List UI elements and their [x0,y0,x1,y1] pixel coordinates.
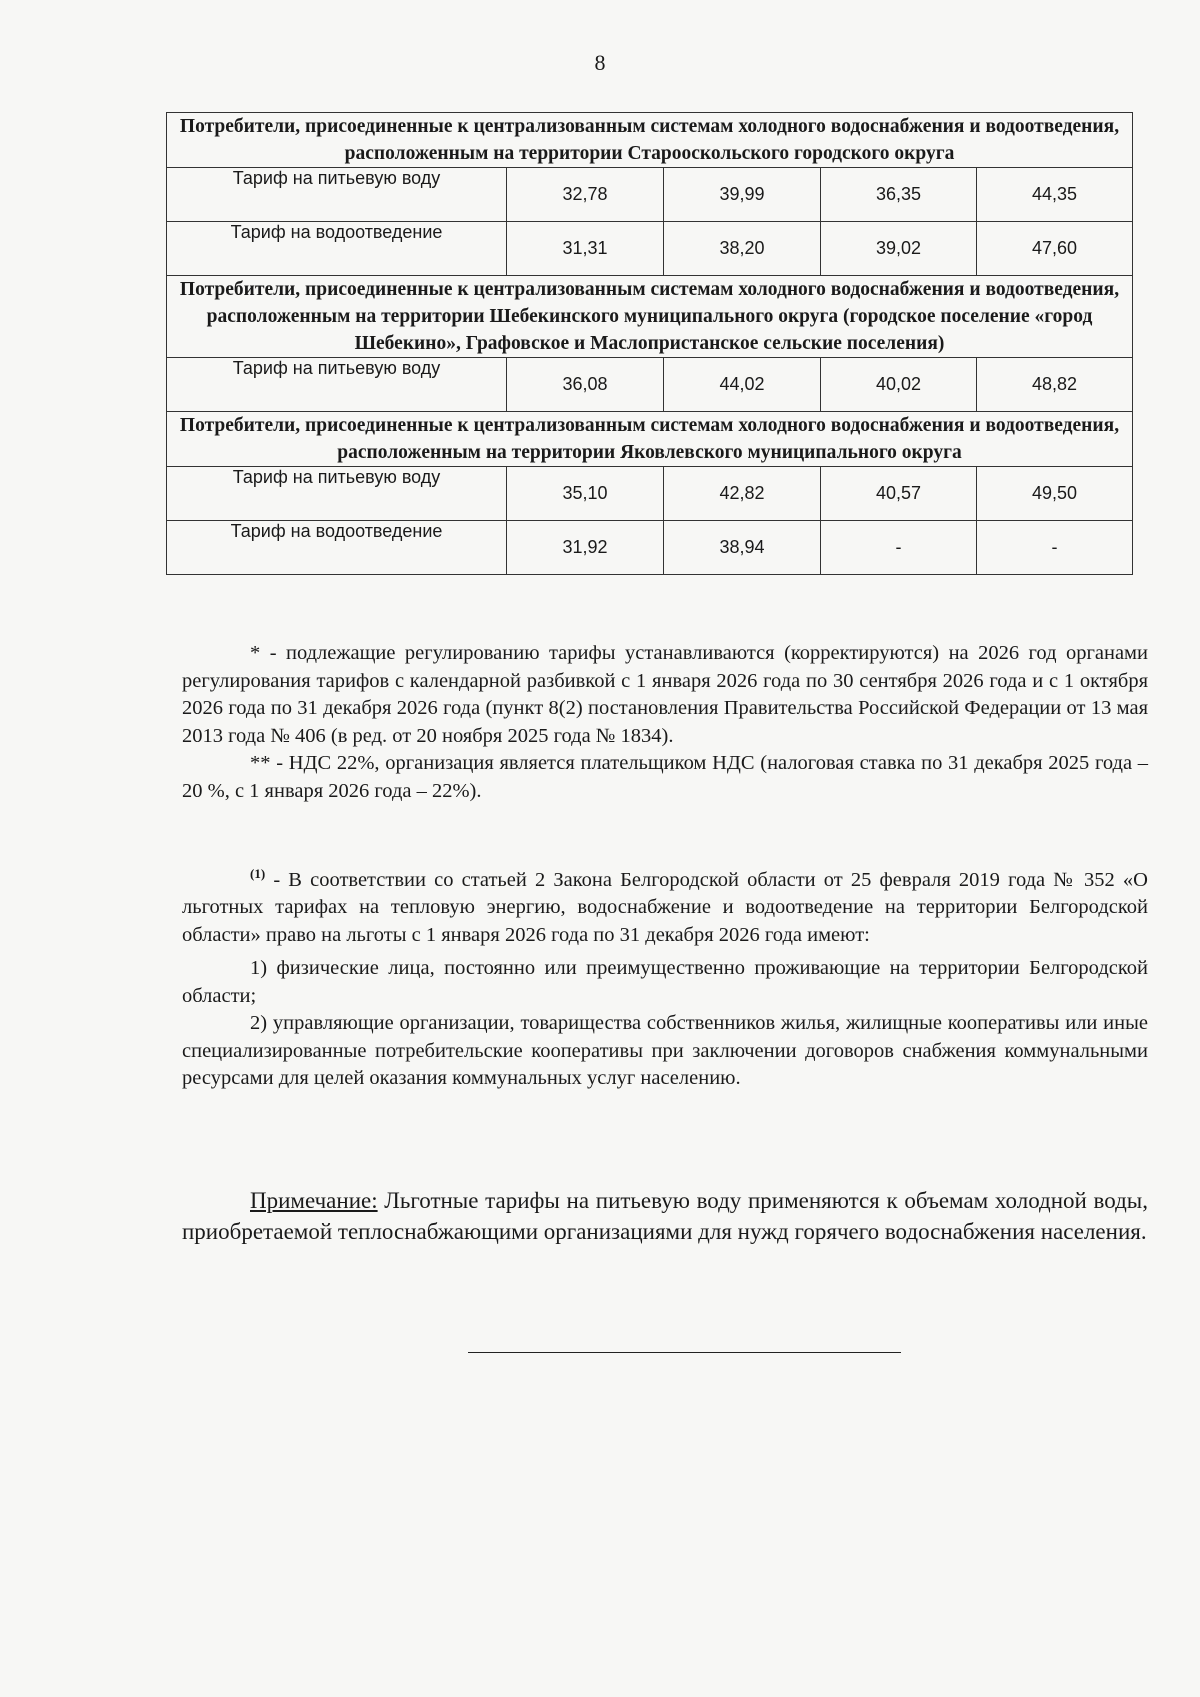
table-row [167,467,1133,521]
table-row [167,521,1133,575]
table-row [167,358,1133,412]
tariff-table [166,112,1133,575]
row-label: Тариф на питьевую воду [167,358,507,412]
cell-value: 36,35 [821,168,977,222]
group-heading: Потребители, присоединенные к централизованным системам холодного водоснабжения и водоотведения, расположенным на территории Старооскольского городского округа [167,113,1133,168]
cell-value: - [977,521,1133,575]
benefit-item: 1) физические лица, постоянно или преимущественно проживающие на территории Белгородской области; [182,957,1148,1007]
cell-value: 39,02 [821,222,977,276]
cell-value: 47,60 [977,222,1133,276]
cell-value: 42,82 [664,467,821,521]
group-heading: Потребители, присоединенные к централизованным системам холодного водоснабжения и водоотведения, расположенным на территории Шебекинского муниципального округа (городское поселение «город Шебекино», Графовское и Маслопристанское сельские поселения) [167,276,1133,358]
row-label: Тариф на водоотведение [167,222,507,276]
benefits-text: - В соответствии со статьей 2 Закона Белгородской области от 25 февраля 2019 года № 352 «О льготных тарифах на тепловую энергию, водоснабжение и водоотведение на территории Белгородской области» право на льготы с 1 января 2026 года по 31 декабря 2026 года имеют: [182,868,1148,946]
cell-value: 32,78 [507,168,664,222]
cell-value: 31,92 [507,521,664,575]
cell-value: 40,02 [821,358,977,412]
group-heading: Потребители, присоединенные к централизованным системам холодного водоснабжения и водоотведения, расположенным на территории Яковлевского муниципального округа [167,412,1133,467]
cell-value: 38,94 [664,521,821,575]
footnote-star: * - подлежащие регулированию тарифы устанавливаются (корректируются) на 2026 год органами регулирования тарифов с календарной разбивкой с 1 января 2026 года по 30 сентября 2026 года и с 1 октября 2026 года по 31 декабря 2026 года (пункт 8(2) постановления Правительства Российской Федерации от 13 мая 2013 года № 406 (в ред. от 20 ноября 2025 года № 1834). [182,642,1148,747]
cell-value: - [821,521,977,575]
row-label: Тариф на питьевую воду [167,467,507,521]
cell-value: 40,57 [821,467,977,521]
note-label: Примечание: [250,1188,378,1213]
cell-value: 39,99 [664,168,821,222]
page-number: 8 [594,50,606,75]
benefit-item: 2) управляющие организации, товарищества собственников жилья, жилищные кооперативы или иные специализированные потребительские кооперативы при заключении договоров снабжения коммунальными ресурсами для целей оказания коммунальных услуг населению. [182,1012,1148,1090]
table-row [167,168,1133,222]
cell-value: 31,31 [507,222,664,276]
note-paragraph [182,1185,1148,1247]
note-block [182,1185,1148,1247]
closing-rule [468,1352,901,1353]
note-text: Льготные тарифы на питьевую воду применяются к объемам холодной воды, приобретаемой теплоснабжающими организациями для нужд горячего водоснабжения населения. [182,1188,1148,1244]
cell-value: 36,08 [507,358,664,412]
cell-value: 44,35 [977,168,1133,222]
footnotes-block [182,640,1148,805]
benefits-block [182,860,1148,1093]
cell-value: 38,20 [664,222,821,276]
table-row [167,222,1133,276]
cell-value: 49,50 [977,467,1133,521]
cell-value: 44,02 [664,358,821,412]
footnote-double-star: ** - НДС 22%, организация является плательщиком НДС (налоговая ставка по 31 декабря 2025 года – 20 %, с 1 января 2026 года – 22%). [182,752,1148,802]
footnote-mark: (1) [250,866,266,881]
row-label: Тариф на водоотведение [167,521,507,575]
row-label: Тариф на питьевую воду [167,168,507,222]
benefits-paragraph [182,860,1148,949]
cell-value: 48,82 [977,358,1133,412]
cell-value: 35,10 [507,467,664,521]
